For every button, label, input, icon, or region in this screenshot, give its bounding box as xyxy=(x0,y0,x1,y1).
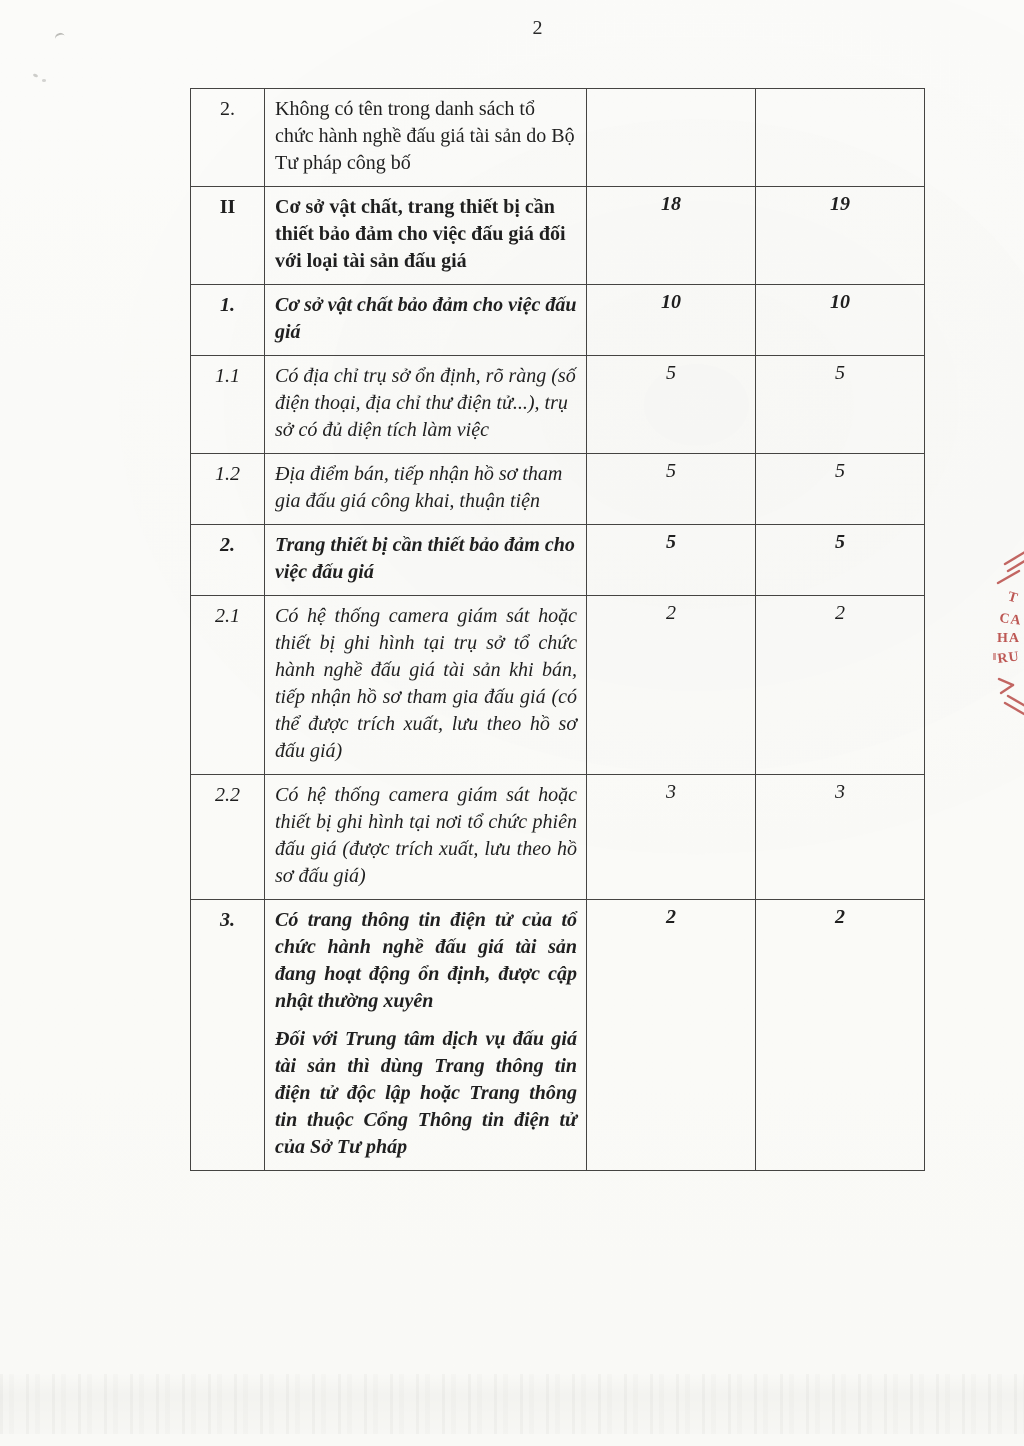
stamp-letter: T xyxy=(1005,589,1020,607)
score-cell-col2: 19 xyxy=(756,187,925,285)
row-number-cell: 2. xyxy=(191,89,265,187)
table-row xyxy=(191,775,925,900)
row-number-cell: 2.1 xyxy=(191,596,265,775)
score-cell-col2 xyxy=(756,89,925,187)
score-cell-col2: 5 xyxy=(756,356,925,454)
row-number-cell: 3. xyxy=(191,900,265,1171)
table-row xyxy=(191,525,925,596)
criteria-paragraph: Đối với Trung tâm dịch vụ đấu giá tài sản thì dùng Trang thông tin điện tử độc lập hoặc Trang thông tin thuộc Cổng Thông tin điện tử của Sở Tư pháp xyxy=(275,1028,577,1158)
criteria-cell xyxy=(265,187,587,285)
score-cell-col1: 5 xyxy=(587,454,756,525)
row-number-cell: 2. xyxy=(191,525,265,596)
scan-speck xyxy=(42,79,46,82)
score-cell-col2: 5 xyxy=(756,454,925,525)
score-cell-col2: 2 xyxy=(756,900,925,1171)
criteria-paragraph: Không có tên trong danh sách tổ chức hành nghề đấu giá tài sản do Bộ Tư pháp công bố xyxy=(275,98,575,174)
score-cell-col2: 2 xyxy=(756,596,925,775)
stamp-letter: HA xyxy=(997,631,1020,646)
score-cell-col1 xyxy=(587,89,756,187)
score-cell-col1: 2 xyxy=(587,900,756,1171)
stamp-ink-mark xyxy=(993,653,996,660)
criteria-paragraph: Cơ sở vật chất bảo đảm cho việc đấu giá xyxy=(275,294,577,343)
score-cell-col1: 5 xyxy=(587,356,756,454)
criteria-paragraph: Trang thiết bị cần thiết bảo đảm cho việc đấu giá xyxy=(275,534,575,583)
score-cell-col1: 3 xyxy=(587,775,756,900)
criteria-paragraph: Có hệ thống camera giám sát hoặc thiết bị ghi hình tại nơi tổ chức phiên đấu giá (được trích xuất, lưu theo hồ sơ đấu giá) xyxy=(275,784,577,887)
stamp-letter: CA xyxy=(998,611,1023,629)
criteria-cell xyxy=(265,285,587,356)
criteria-table-body xyxy=(191,89,925,1171)
criteria-paragraph: Cơ sở vật chất, trang thiết bị cần thiết bảo đảm cho việc đấu giá đối với loại tài sản đấu giá xyxy=(275,196,566,272)
scan-speck xyxy=(54,32,66,44)
table-row xyxy=(191,285,925,356)
score-cell-col1: 2 xyxy=(587,596,756,775)
score-cell-col1: 18 xyxy=(587,187,756,285)
scan-speck xyxy=(33,73,39,78)
table-row xyxy=(191,356,925,454)
table-row xyxy=(191,454,925,525)
score-cell-col2: 10 xyxy=(756,285,925,356)
criteria-paragraph: Có địa chỉ trụ sở ổn định, rõ ràng (số điện thoại, địa chỉ thư điện tử...), trụ sở có đủ diện tích làm việc xyxy=(275,365,576,441)
table-row xyxy=(191,187,925,285)
stamp-rim-text xyxy=(997,589,1023,667)
red-stamp-fragment xyxy=(992,540,1024,720)
stamp-letter: RU xyxy=(996,649,1021,667)
table-row xyxy=(191,900,925,1171)
score-cell-col1: 5 xyxy=(587,525,756,596)
row-number-cell: 2.2 xyxy=(191,775,265,900)
criteria-paragraph: Địa điểm bán, tiếp nhận hồ sơ tham gia đấu giá công khai, thuận tiện xyxy=(275,463,563,512)
criteria-cell xyxy=(265,775,587,900)
criteria-cell xyxy=(265,454,587,525)
table-row xyxy=(191,596,925,775)
row-number-cell: 1. xyxy=(191,285,265,356)
page-number: 2 xyxy=(532,17,543,39)
criteria-table xyxy=(190,88,925,1171)
criteria-cell xyxy=(265,356,587,454)
criteria-cell xyxy=(265,525,587,596)
score-cell-col2: 5 xyxy=(756,525,925,596)
table-row xyxy=(191,89,925,187)
criteria-cell xyxy=(265,596,587,775)
criteria-cell xyxy=(265,89,587,187)
row-number-cell: 1.2 xyxy=(191,454,265,525)
criteria-cell xyxy=(265,900,587,1171)
score-cell-col1: 10 xyxy=(587,285,756,356)
scan-artifact-band xyxy=(0,1374,1024,1434)
criteria-paragraph: Có hệ thống camera giám sát hoặc thiết bị ghi hình tại trụ sở tổ chức hành nghề đấu giá tài sản khi bán, tiếp nhận hồ sơ tham gia đấu giá (có thể được trích xuất, lưu theo hồ sơ đấu giá) xyxy=(275,605,577,762)
criteria-paragraph: Có trang thông tin điện tử của tổ chức hành nghề đấu giá tài sản đang hoạt động ổn định, được cập nhật thường xuyên xyxy=(275,909,577,1012)
row-number-cell: II xyxy=(191,187,265,285)
score-cell-col2: 3 xyxy=(756,775,925,900)
row-number-cell: 1.1 xyxy=(191,356,265,454)
